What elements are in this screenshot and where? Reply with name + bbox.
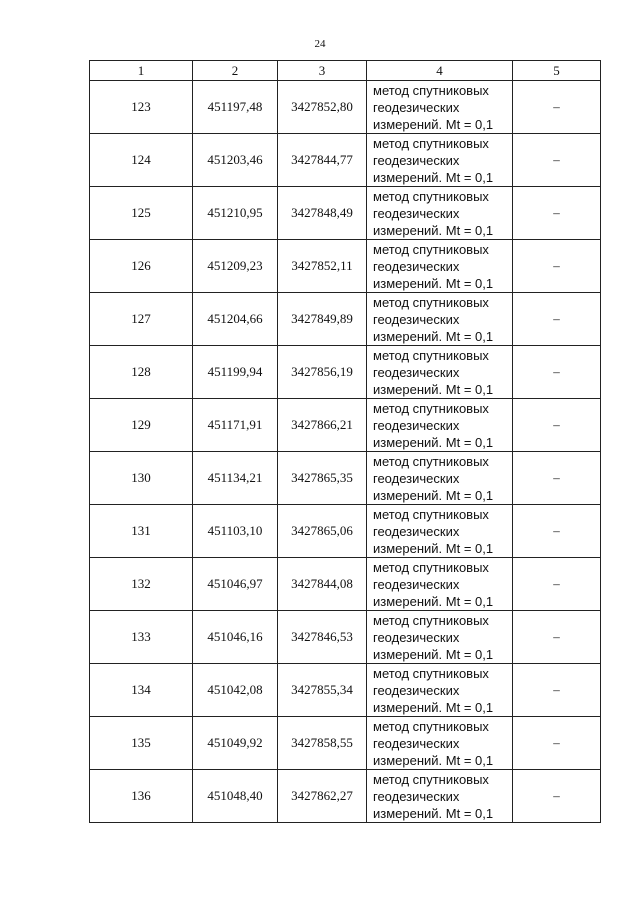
method-line: измерений. Mt = 0,1 [373,328,494,344]
point-number-cell: 123 [90,81,193,134]
method-line: метод спутниковых [373,771,489,787]
method-line: измерений. Mt = 0,1 [373,275,494,291]
table-row [90,558,601,611]
x-coordinate-cell: 451209,23 [193,240,278,293]
method-line: геодезических [373,682,460,698]
x-coordinate-cell: 451199,94 [193,346,278,399]
note-cell: – [513,558,601,611]
table-row [90,240,601,293]
method-cell [367,452,513,505]
method-line: метод спутниковых [373,241,489,257]
method-line: метод спутниковых [373,188,489,204]
note-cell: – [513,81,601,134]
method-line: измерений. Mt = 0,1 [373,540,494,556]
y-coordinate-cell: 3427848,49 [278,187,367,240]
point-number-cell: 130 [90,452,193,505]
point-number-cell: 134 [90,664,193,717]
note-cell: – [513,505,601,558]
point-number-cell: 131 [90,505,193,558]
note-cell: – [513,346,601,399]
note-cell: – [513,717,601,770]
point-number-cell: 125 [90,187,193,240]
method-line: измерений. Mt = 0,1 [373,646,494,662]
coordinates-table [89,60,601,823]
point-number-cell: 133 [90,611,193,664]
x-coordinate-cell: 451046,16 [193,611,278,664]
table-row [90,770,601,823]
y-coordinate-cell: 3427865,35 [278,452,367,505]
method-line: метод спутниковых [373,665,489,681]
point-number-cell: 126 [90,240,193,293]
method-line: метод спутниковых [373,82,489,98]
point-number-cell: 127 [90,293,193,346]
table-row [90,81,601,134]
point-number-cell: 129 [90,399,193,452]
method-line: геодезических [373,417,460,433]
method-line: измерений. Mt = 0,1 [373,169,494,185]
method-cell [367,134,513,187]
table-row [90,452,601,505]
method-line: метод спутниковых [373,347,489,363]
table-body [90,81,601,823]
table-row [90,346,601,399]
note-cell: – [513,187,601,240]
y-coordinate-cell: 3427852,80 [278,81,367,134]
method-line: измерений. Mt = 0,1 [373,593,494,609]
method-line: метод спутниковых [373,453,489,469]
method-line: геодезических [373,152,460,168]
method-line: метод спутниковых [373,559,489,575]
x-coordinate-cell: 451046,97 [193,558,278,611]
table-row [90,717,601,770]
table-row [90,505,601,558]
method-line: геодезических [373,205,460,221]
method-cell [367,558,513,611]
method-line: метод спутниковых [373,612,489,628]
method-line: геодезических [373,735,460,751]
x-coordinate-cell: 451103,10 [193,505,278,558]
point-number-cell: 132 [90,558,193,611]
x-coordinate-cell: 451203,46 [193,134,278,187]
method-line: геодезических [373,523,460,539]
method-line: измерений. Mt = 0,1 [373,381,494,397]
y-coordinate-cell: 3427858,55 [278,717,367,770]
method-cell [367,187,513,240]
y-coordinate-cell: 3427844,08 [278,558,367,611]
y-coordinate-cell: 3427865,06 [278,505,367,558]
note-cell: – [513,664,601,717]
method-line: геодезических [373,788,460,804]
y-coordinate-cell: 3427862,27 [278,770,367,823]
y-coordinate-cell: 3427866,21 [278,399,367,452]
method-line: геодезических [373,311,460,327]
header-col-5: 5 [513,61,601,81]
x-coordinate-cell: 451197,48 [193,81,278,134]
method-cell [367,717,513,770]
method-line: геодезических [373,258,460,274]
method-cell [367,399,513,452]
header-col-3: 3 [278,61,367,81]
x-coordinate-cell: 451042,08 [193,664,278,717]
method-cell [367,240,513,293]
note-cell: – [513,293,601,346]
method-line: измерений. Mt = 0,1 [373,805,494,821]
method-line: измерений. Mt = 0,1 [373,752,494,768]
header-col-1: 1 [90,61,193,81]
table-row [90,399,601,452]
point-number-cell: 128 [90,346,193,399]
method-line: измерений. Mt = 0,1 [373,116,494,132]
table-row [90,293,601,346]
method-line: метод спутниковых [373,294,489,310]
point-number-cell: 135 [90,717,193,770]
y-coordinate-cell: 3427846,53 [278,611,367,664]
method-cell [367,611,513,664]
note-cell: – [513,452,601,505]
method-line: измерений. Mt = 0,1 [373,699,494,715]
y-coordinate-cell: 3427849,89 [278,293,367,346]
note-cell: – [513,770,601,823]
x-coordinate-cell: 451049,92 [193,717,278,770]
table-row [90,664,601,717]
method-line: геодезических [373,364,460,380]
method-line: метод спутниковых [373,506,489,522]
x-coordinate-cell: 451210,95 [193,187,278,240]
x-coordinate-cell: 451134,21 [193,452,278,505]
y-coordinate-cell: 3427844,77 [278,134,367,187]
x-coordinate-cell: 451171,91 [193,399,278,452]
method-line: метод спутниковых [373,400,489,416]
y-coordinate-cell: 3427852,11 [278,240,367,293]
table-header-row [90,61,601,81]
header-col-2: 2 [193,61,278,81]
method-line: геодезических [373,470,460,486]
method-line: геодезических [373,576,460,592]
method-line: измерений. Mt = 0,1 [373,487,494,503]
method-cell [367,664,513,717]
note-cell: – [513,399,601,452]
point-number-cell: 136 [90,770,193,823]
table-row [90,134,601,187]
page-number: 24 [314,38,326,50]
method-line: метод спутниковых [373,135,489,151]
method-cell [367,505,513,558]
method-line: метод спутниковых [373,718,489,734]
y-coordinate-cell: 3427855,34 [278,664,367,717]
header-col-4: 4 [367,61,513,81]
method-line: геодезических [373,629,460,645]
method-line: измерений. Mt = 0,1 [373,222,494,238]
method-cell [367,293,513,346]
x-coordinate-cell: 451204,66 [193,293,278,346]
method-line: геодезических [373,99,460,115]
x-coordinate-cell: 451048,40 [193,770,278,823]
method-cell [367,346,513,399]
note-cell: – [513,240,601,293]
note-cell: – [513,134,601,187]
method-cell [367,770,513,823]
table-row [90,611,601,664]
table-row [90,187,601,240]
note-cell: – [513,611,601,664]
method-line: измерений. Mt = 0,1 [373,434,494,450]
method-cell [367,81,513,134]
y-coordinate-cell: 3427856,19 [278,346,367,399]
point-number-cell: 124 [90,134,193,187]
